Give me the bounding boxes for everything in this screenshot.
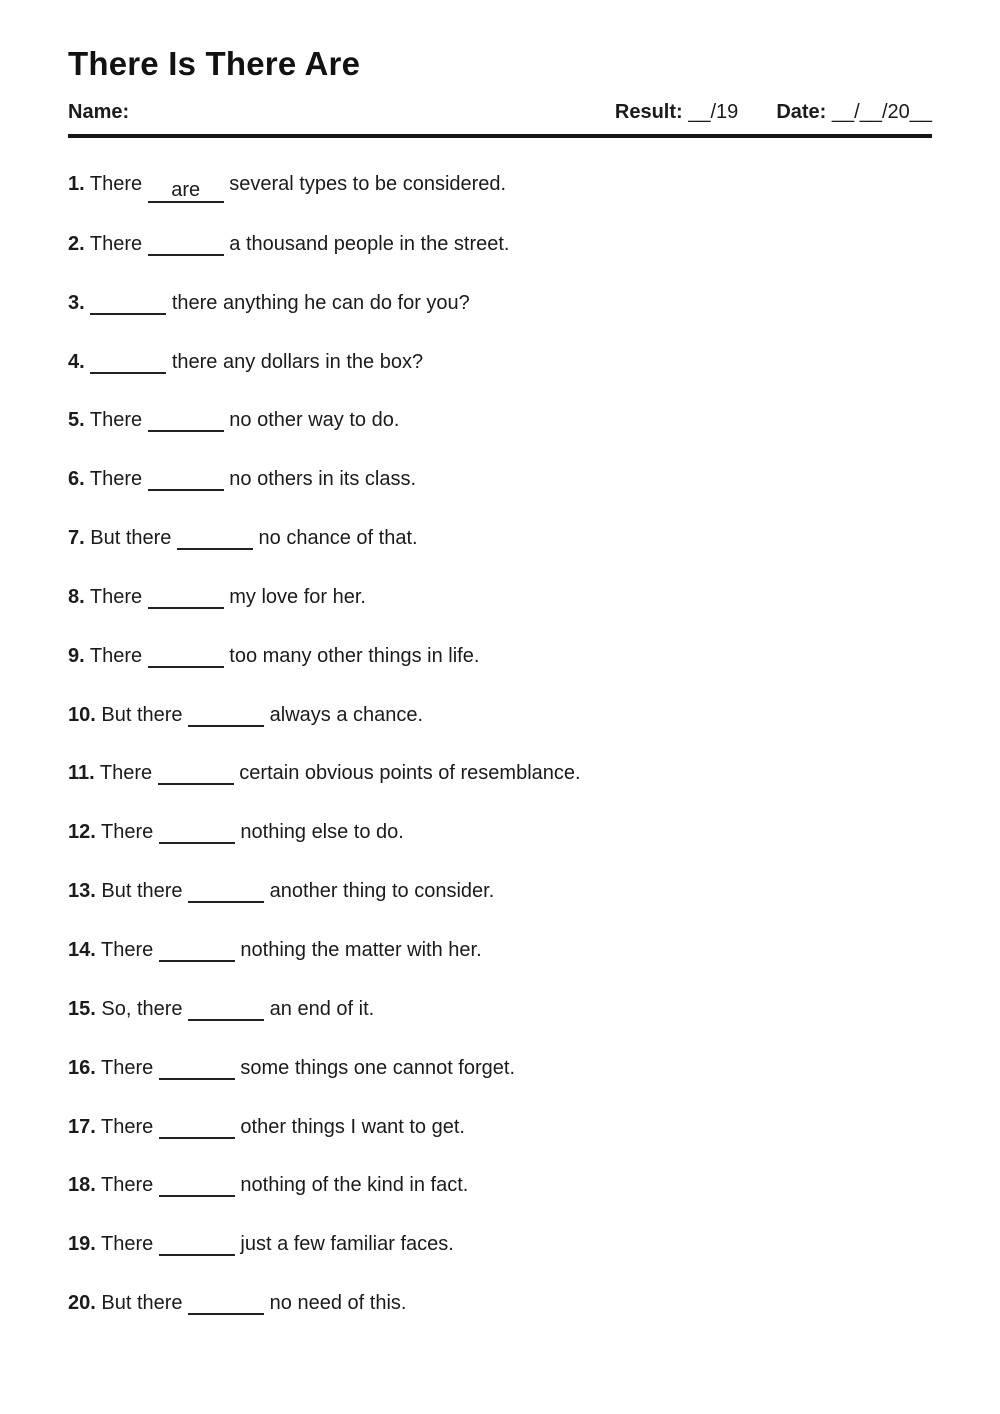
question-pre-text: But there: [101, 703, 183, 726]
question-pre-text: There: [89, 585, 143, 608]
question-pre-text: There: [89, 173, 143, 195]
question-number: 20.: [68, 1292, 96, 1315]
question-post-text: another thing to consider.: [269, 880, 495, 903]
question-post-text: no need of this.: [269, 1292, 407, 1315]
question-row: [68, 171, 932, 230]
question-row: [68, 759, 932, 818]
question-row: [68, 348, 932, 407]
answer-blank[interactable]: [188, 877, 264, 903]
question-row: [68, 230, 932, 289]
answer-blank[interactable]: [148, 406, 224, 432]
question-pre-text: There: [101, 1115, 154, 1138]
question-post-text: nothing the matter with her.: [240, 938, 482, 961]
question-pre-text: There: [89, 232, 143, 255]
result-field: [615, 100, 738, 124]
question-row: [68, 642, 932, 701]
question-post-text: certain obvious points of resemblance.: [239, 762, 581, 785]
question-list: [68, 171, 932, 1348]
question-post-text: nothing else to do.: [240, 821, 404, 844]
question-pre-text: There: [99, 762, 153, 785]
question-number: 17.: [68, 1115, 96, 1138]
header-row: [68, 100, 932, 138]
question-row: [68, 1113, 932, 1172]
question-pre-text: There: [89, 468, 143, 491]
question-post-text: no chance of that.: [258, 527, 418, 550]
answer-blank[interactable]: [177, 524, 253, 550]
question-number: 16.: [68, 1056, 96, 1079]
answer-blank[interactable]: [159, 1230, 235, 1256]
question-pre-text: There: [101, 821, 154, 844]
question-number: 7.: [68, 527, 85, 550]
answer-blank[interactable]: [188, 995, 264, 1021]
result-label: Result:: [614, 101, 683, 123]
question-post-text: an end of it.: [269, 997, 375, 1020]
question-post-text: nothing of the kind in fact.: [240, 1174, 469, 1197]
question-post-text: my love for her.: [229, 585, 366, 608]
answer-blank[interactable]: [159, 1054, 235, 1080]
question-pre-text: But there: [101, 1292, 183, 1315]
question-post-text: there any dollars in the box?: [171, 350, 424, 373]
question-row: [68, 406, 932, 465]
question-post-text: no other way to do.: [229, 409, 400, 432]
question-row: [68, 1230, 932, 1289]
answer-blank[interactable]: [188, 701, 264, 727]
question-row: [68, 1054, 932, 1113]
question-pre-text: There: [101, 1233, 154, 1256]
answer-blank[interactable]: [158, 759, 234, 785]
answer-blank[interactable]: [159, 818, 235, 844]
date-label: Date:: [776, 101, 827, 123]
question-row: [68, 701, 932, 760]
question-number: 6.: [68, 468, 85, 491]
question-row: [68, 524, 932, 583]
answer-blank[interactable]: [159, 936, 235, 962]
question-pre-text: But there: [90, 527, 172, 550]
answer-blank[interactable]: [188, 1289, 264, 1315]
question-post-text: there anything he can do for you?: [171, 291, 470, 314]
question-pre-text: So, there: [101, 997, 183, 1020]
answer-blank[interactable]: [90, 348, 166, 374]
question-post-text: other things I want to get.: [240, 1115, 465, 1138]
question-number: 14.: [68, 938, 96, 961]
question-post-text: several types to be considered.: [229, 173, 507, 195]
question-post-text: a thousand people in the street.: [229, 232, 510, 255]
question-row: [68, 583, 932, 642]
question-row: [68, 936, 932, 995]
question-row: [68, 289, 932, 348]
answer-blank[interactable]: [148, 642, 224, 668]
answer-blank[interactable]: [148, 583, 224, 609]
answer-blank[interactable]: [159, 1113, 235, 1139]
question-number: 3.: [68, 291, 85, 314]
question-number: 4.: [68, 350, 85, 373]
answer-blank[interactable]: [159, 1171, 235, 1197]
question-pre-text: There: [101, 1056, 154, 1079]
question-row: [68, 995, 932, 1054]
answer-blank[interactable]: [90, 289, 166, 315]
question-row: [68, 1289, 932, 1348]
question-number: 2.: [68, 232, 85, 255]
question-post-text: no others in its class.: [229, 468, 417, 491]
question-number: 12.: [68, 821, 96, 844]
answer-blank[interactable]: are: [148, 177, 224, 203]
question-number: 10.: [68, 703, 96, 726]
question-pre-text: There: [89, 644, 143, 667]
question-post-text: just a few familiar faces.: [240, 1233, 454, 1256]
page-title: There Is There Are: [68, 45, 361, 82]
answer-blank[interactable]: [148, 230, 224, 256]
header-right: [615, 100, 932, 124]
question-number: 15.: [68, 997, 96, 1020]
question-number: 18.: [68, 1174, 96, 1197]
question-pre-text: There: [89, 409, 143, 432]
question-row: [68, 818, 932, 877]
question-row: [68, 465, 932, 524]
question-number: 8.: [68, 585, 85, 608]
question-row: [68, 877, 932, 936]
question-post-text: always a chance.: [269, 703, 424, 726]
date-field: [776, 100, 932, 124]
question-pre-text: There: [101, 938, 154, 961]
question-number: 9.: [68, 644, 85, 667]
question-post-text: some things one cannot forget.: [240, 1056, 516, 1079]
date-value[interactable]: __/__/20__: [831, 101, 932, 123]
question-number: 1.: [68, 173, 85, 195]
question-number: 11.: [68, 762, 95, 785]
question-post-text: too many other things in life.: [229, 644, 480, 667]
answer-blank[interactable]: [148, 465, 224, 491]
question-row: [68, 1171, 932, 1230]
question-number: 13.: [68, 880, 96, 903]
question-pre-text: There: [101, 1174, 154, 1197]
question-number: 5.: [68, 409, 85, 432]
name-label: Name:: [68, 101, 130, 123]
question-pre-text: But there: [101, 880, 183, 903]
question-number: 19.: [68, 1233, 96, 1256]
result-value[interactable]: __/19: [688, 101, 739, 123]
